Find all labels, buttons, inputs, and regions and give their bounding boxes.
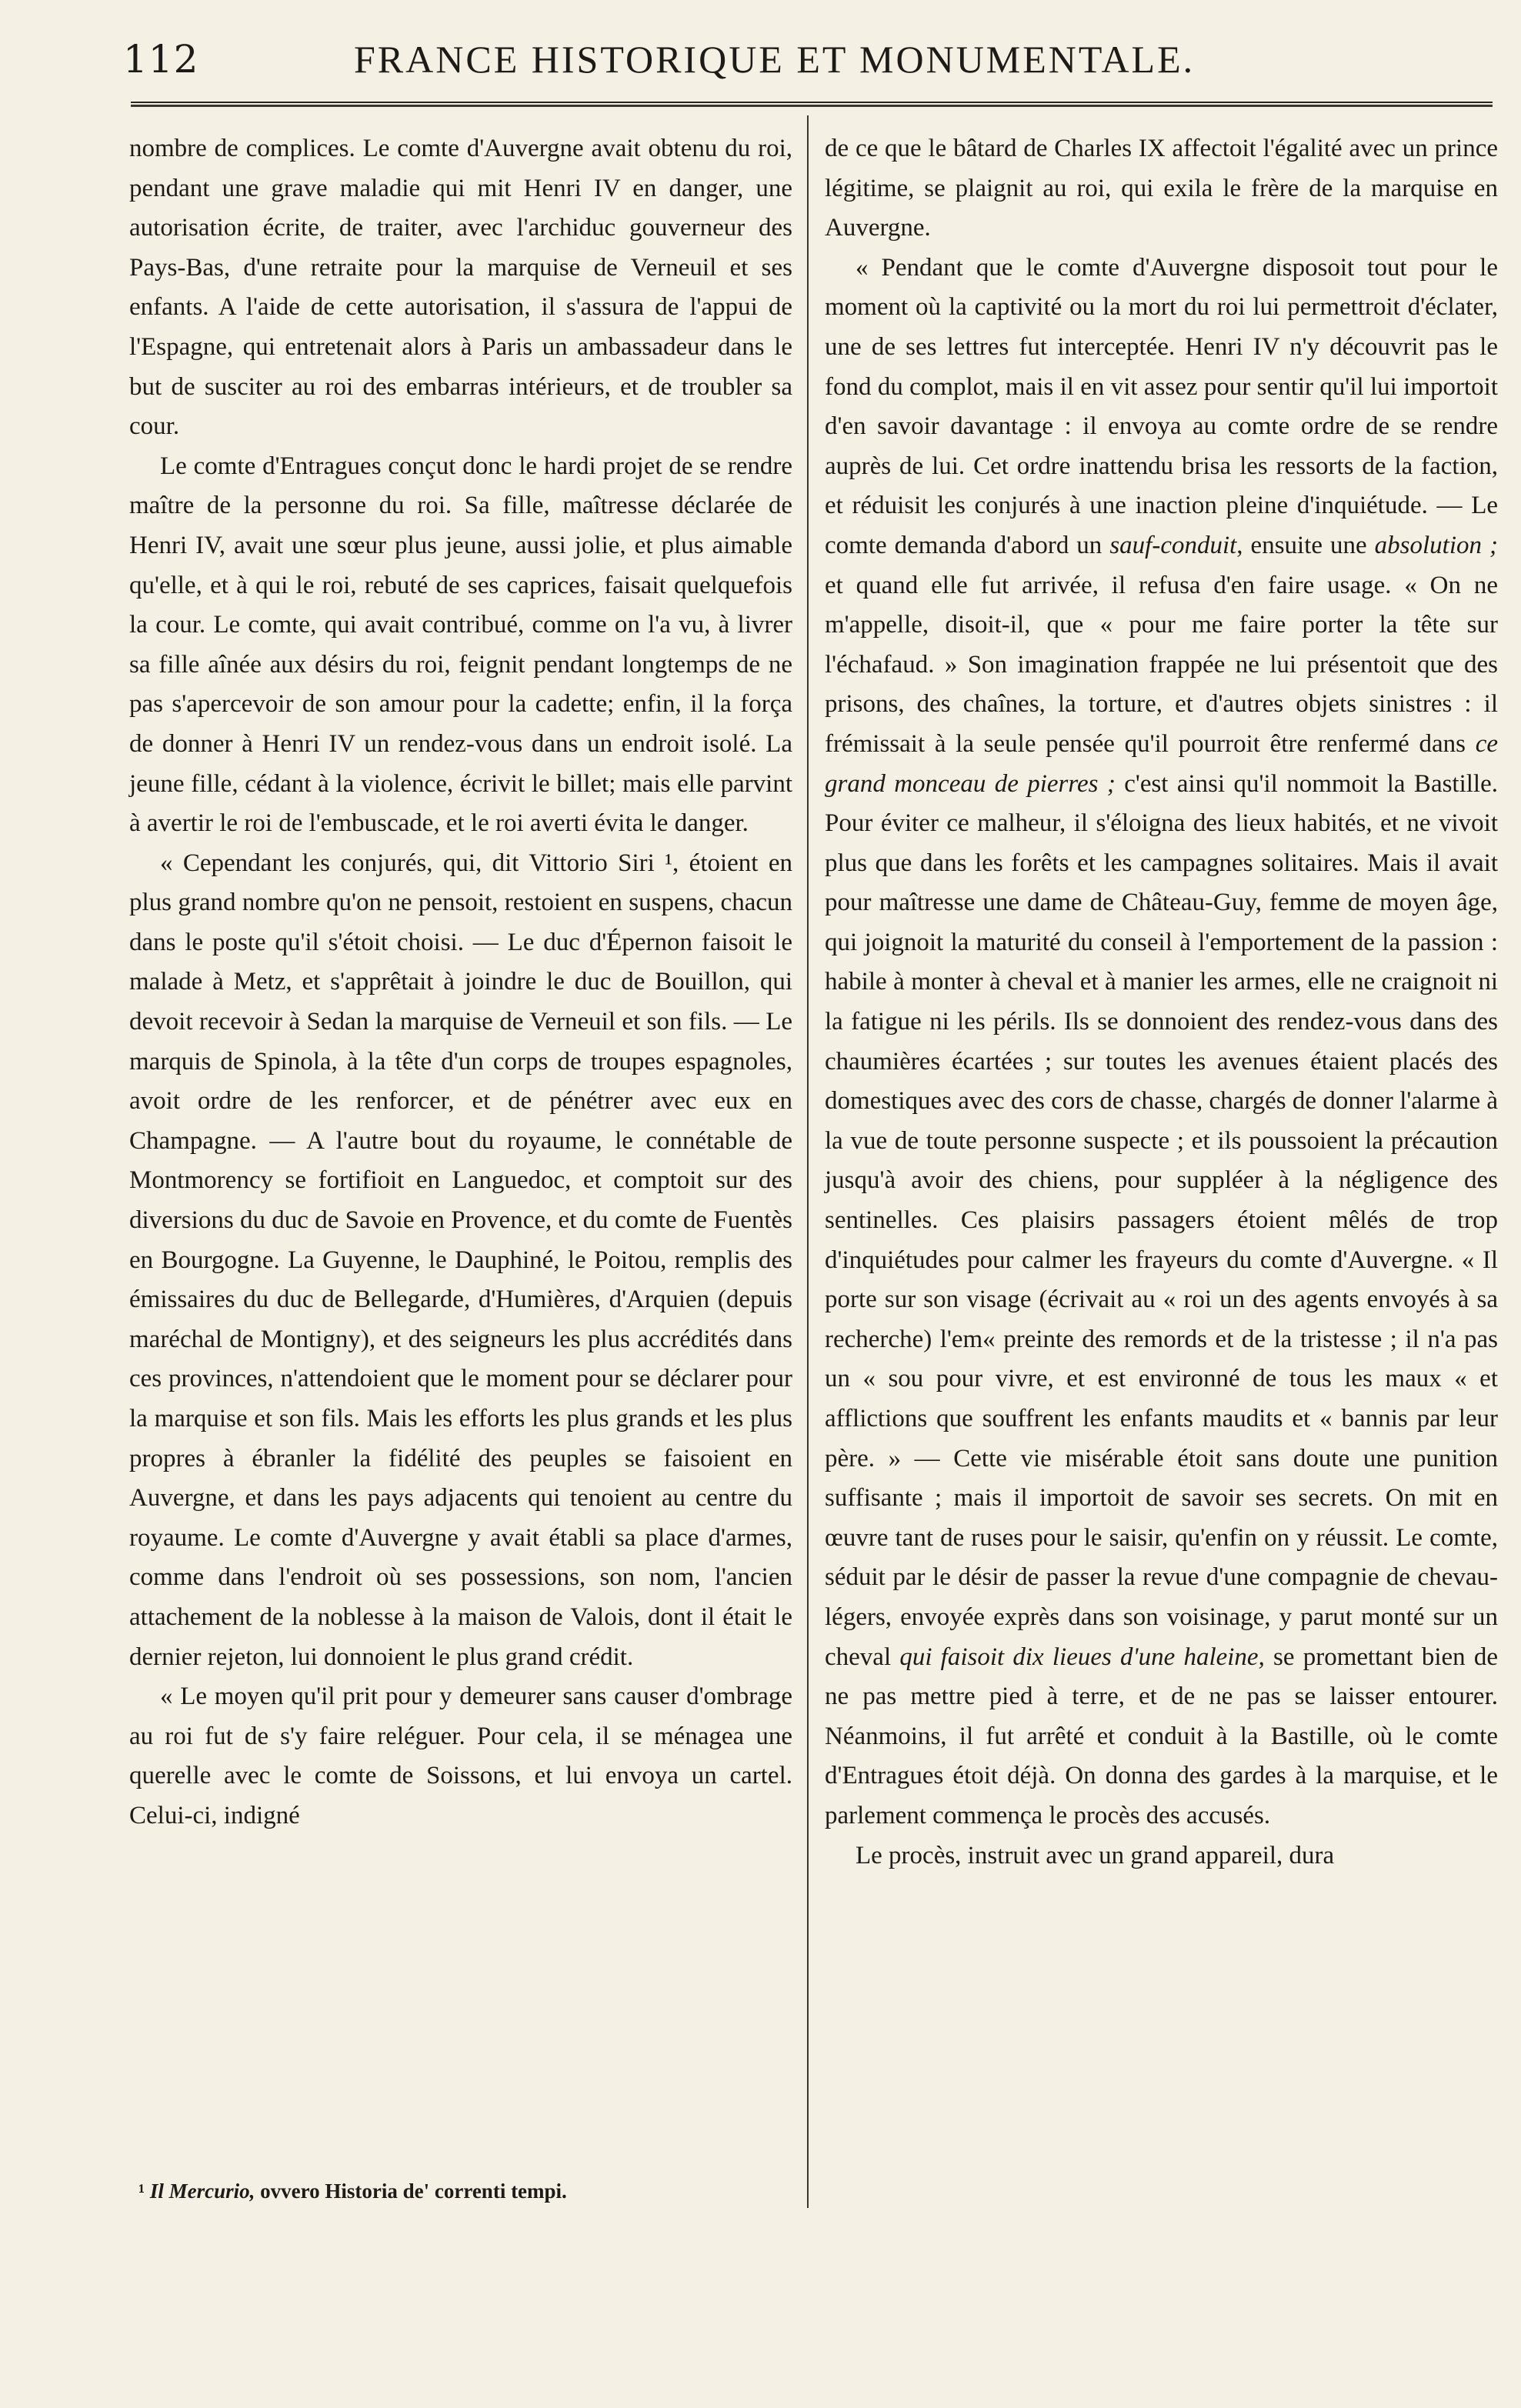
footnote-text: ovvero Historia de' correnti tempi.	[255, 2180, 567, 2203]
footnote-title: Il Mercurio,	[149, 2180, 255, 2203]
italic-phrase: absolution ;	[1374, 531, 1499, 559]
right-column	[825, 129, 1498, 1876]
paragraph-text: « Pendant que le comte d'Auvergne disposoit tout pour le moment où la captivité ou la mort du roi lui permettroit d'éclater, une de ses lettres fut interceptée. Henri IV n'y découvrit pas le fond du complot, mais il en vit assez pour sentir qu'il lui importoit d'en savoir davantage : il envoya au comte ordre de se rendre auprès de lui. Cet ordre inattendu brisa les ressorts de la faction, et réduisit les conjurés à une inaction pleine d'inquiétude. — Le comte demanda d'abord un	[825, 253, 1498, 559]
page-header	[123, 37, 1500, 83]
left-column	[129, 129, 792, 1836]
paragraph-text: se promettant bien de ne pas mettre pied à terre, et de ne pas se laisser entourer. Néanmoins, il fut arrêté et conduit à la Bastille, où le comte d'Entragues étoit déjà. On donna des gardes à la marquise, et le parlement commença le procès des accusés.	[825, 1643, 1498, 1829]
column-divider	[807, 115, 809, 2208]
paragraph-text: et quand elle fut arrivée, il refusa d'en faire usage. « On ne m'appelle, disoit-il, que « pour me faire porter la tête sur l'échafaud. » Son imagination frappée ne lui présentoit que des prisons, des chaînes, la torture, et d'autres objets sinistres : il frémissait à la seule pensée qu'il pourroit être renfermé dans	[825, 571, 1498, 758]
paragraph: de ce que le bâtard de Charles IX affectoit l'égalité avec un prince légitime, se plaignit au roi, qui exila le frère de la marquise en Auvergne.	[825, 135, 1498, 242]
paragraph: Le procès, instruit avec un grand appareil, dura	[856, 1841, 1335, 1869]
paragraph: « Le moyen qu'il prit pour y demeurer sans causer d'ombrage au roi fut de s'y faire reléguer. Pour cela, il se ménagea une querelle avec le comte de Soissons, et lui envoya un cartel. Celui-ci, indigné	[129, 1683, 792, 1829]
italic-phrase: ce grand monceau de pierres ;	[825, 729, 1498, 798]
paragraph: nombre de complices. Le comte d'Auvergne avait obtenu du roi, pendant une grave maladie qui mit Henri IV en danger, une autorisation écrite, de traiter, avec l'archiduc gouverneur des Pays-Bas, d'une retraite pour la marquise de Verneuil et ses enfants. A l'aide de cette autorisation, il s'assura de l'appui de l'Espagne, qui entretenait alors à Paris un ambassadeur dans le but de susciter au roi des embarras intérieurs, et de troubler sa cour.	[129, 135, 792, 441]
running-title: FRANCE HISTORIQUE ET MONUMENTALE.	[354, 38, 1196, 81]
footnote-marker: ¹	[138, 2180, 145, 2203]
paragraph: Le comte d'Entragues conçut donc le hardi projet de se rendre maître de la personne du roi. Sa fille, maîtresse déclarée de Henri IV, avait une sœur plus jeune, aussi jolie, et plus aimable qu'elle, et à qui le roi, rebuté de ses caprices, faisait quelquefois la cour. Le comte, qui avait contribué, comme on l'a vu, à livrer sa fille aînée aux désirs du roi, feignit pendant longtemps de ne pas s'apercevoir de son amour pour la cadette; enfin, il la força de donner à Henri IV un rendez-vous dans un endroit isolé. La jeune fille, cédant à la violence, écrivit le billet; mais elle parvint à avertir le roi de l'embuscade, et le roi averti évita le danger.	[129, 452, 792, 838]
paragraph-text: , ensuite une	[1236, 531, 1367, 559]
footnote	[138, 2180, 567, 2203]
page-number: 112	[123, 37, 199, 82]
header-rule	[131, 102, 1493, 107]
paragraph-text: c'est ainsi qu'il nommoit la Bastille. Pour éviter ce malheur, il s'éloigna des lieux habités, et ne vivoit plus que dans les forêts et les campagnes solitaires. Mais il avait pour maîtresse une dame de Château-Guy, femme de moyen âge, qui joignoit la maturité du conseil à l'emportement de la passion : habile à monter à cheval et à manier les armes, elle ne craignoit ni la fatigue ni les périls. Ils se donnoient des rendez-vous dans des chaumières écartées ; sur toutes les avenues étaient placés des domestiques avec des cors de chasse, chargés de donner l'alarme à la vue de toute personne suspecte ; et ils poussoient la précaution jusqu'à avoir des chiens, pour suppléer à la négligence des sentinelles. Ces plaisirs passagers étoient mêlés de trop d'inquiétudes pour calmer les frayeurs du comte d'Auvergne. « Il porte sur son visage (écrivait au « roi un des agents envoyés à sa recherche) l'em« preinte des remords et de la tristesse ; il n'a pas un « sou pour vivre, et est environné de tous les maux « et afflictions que souffrent les enfants maudits et « bannis par leur père. » — Cette vie misérable étoit sans doute une punition suffisante ; mais il importoit de savoir ses secrets. On mit en œuvre tant de ruses pour le saisir, qu'enfin on y réussit. Le comte, séduit par le désir de passer la revue d'une compagnie de chevau-légers, envoyée exprès dans son voisinage, y parut monté sur un cheval	[825, 769, 1499, 1671]
paragraph: « Cependant les conjurés, qui, dit Vittorio Siri ¹, étoient en plus grand nombre qu'on ne pensoit, restoient en suspens, chacun dans le poste qu'il s'étoit choisi. — Le duc d'Épernon faisoit le malade à Metz, et s'apprêtait à joindre le duc de Bouillon, qui devoit recevoir à Sedan la marquise de Verneuil et son fils. — Le marquis de Spinola, à la tête d'un corps de troupes espagnoles, avoit ordre de les renforcer, et de pénétrer avec eux en Champagne. — A l'autre bout du royaume, le connétable de Montmorency se fortifioit en Languedoc, et comptoit sur des diversions du duc de Savoie en Provence, et du comte de Fuentès en Bourgogne. La Guyenne, le Dauphiné, le Poitou, remplis des émissaires du duc de Bellegarde, d'Humières, d'Arquien (depuis maréchal de Montigny), et des seigneurs les plus accrédités dans ces provinces, n'attendoient que le moment pour se déclarer pour la marquise et son fils. Mais les efforts les plus grands et les plus propres à ébranler la fidélité des peuples se faisoient en Auvergne, et dans les pays adjacents qui tenoient au centre du royaume. Le comte d'Auvergne y avait établi sa place d'armes, comme dans l'endroit où ses possessions, son nom, l'ancien attachement de la noblesse à la maison de Valois, dont il était le dernier rejeton, lui donnoient le plus grand crédit.	[129, 849, 792, 1671]
italic-phrase: sauf-conduit	[1109, 531, 1237, 559]
paragraph	[825, 248, 1498, 1836]
italic-phrase: qui faisoit dix lieues d'une haleine,	[899, 1643, 1265, 1671]
